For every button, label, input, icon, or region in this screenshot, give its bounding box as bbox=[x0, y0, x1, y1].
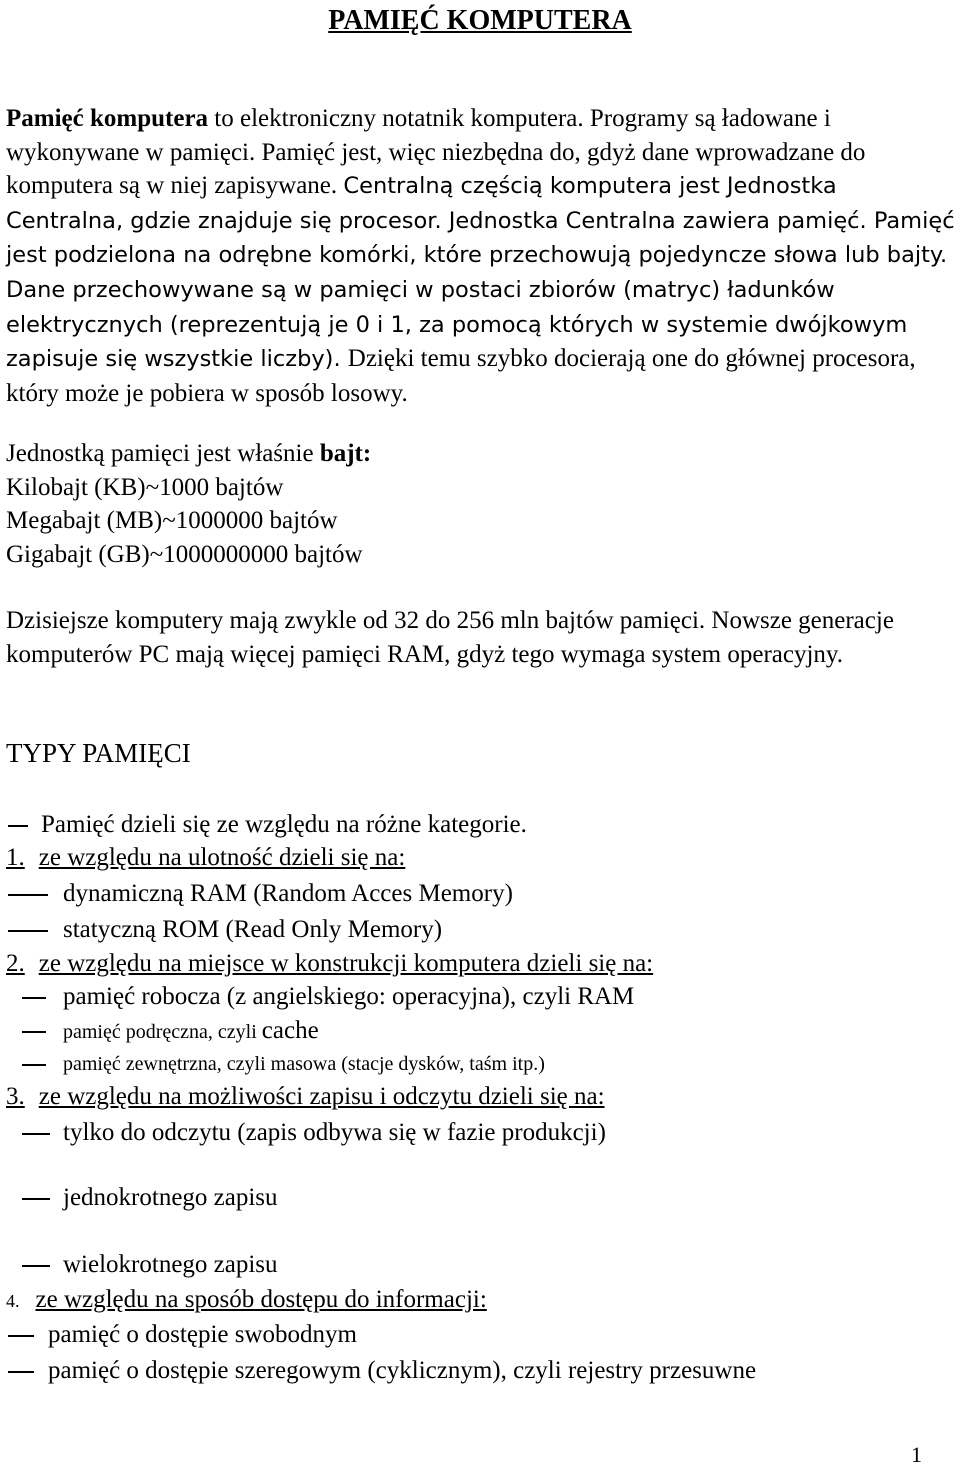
types-heading: TYPY PAMIĘCI bbox=[6, 738, 191, 768]
page-number: 1 bbox=[911, 1442, 922, 1467]
list-dash bbox=[22, 1198, 50, 1200]
list-dash bbox=[22, 1265, 50, 1267]
category-number: 2. bbox=[6, 950, 25, 977]
units-intro-text: Jednostką pamięci jest właśnie bbox=[6, 440, 320, 467]
category-2-item: pamięć zewnętrzna, czyli masowa (stacje dysków, taśm itp.) bbox=[63, 1053, 545, 1075]
category-4-item: pamięć o dostępie swobodnym bbox=[48, 1321, 357, 1348]
category-label: ze względu na ulotność dzieli się na: bbox=[38, 844, 406, 871]
category-2-item bbox=[63, 1014, 319, 1049]
units-intro bbox=[6, 437, 956, 471]
list-dash bbox=[22, 997, 46, 999]
units-block bbox=[6, 437, 956, 571]
category-3-heading bbox=[6, 1080, 605, 1114]
category-label: ze względu na miejsce w konstrukcji komputera dzieli się na: bbox=[38, 950, 654, 977]
category-number: 3. bbox=[6, 1083, 25, 1110]
list-dash bbox=[8, 1335, 34, 1337]
units-intro-bold: bajt: bbox=[319, 440, 372, 467]
category-1-item: statyczną ROM (Read Only Memory) bbox=[63, 916, 443, 943]
intro-serif-text: Dzięki temu szybko docierają one do głównej procesora, który może je pobiera w sposób losowy. bbox=[6, 345, 916, 407]
category-label: ze względu na sposób dostępu do informacji: bbox=[35, 1286, 487, 1313]
document-title: PAMIĘĆ KOMPUTERA bbox=[328, 5, 632, 36]
intro-sans-text: Centralną częścią komputera jest Jednostka Centralna, gdzie znajduje się procesor. Jednostka Centralna zawiera pamięć. Pamięć jest podzielona na odrębne komórki, które przechowują pojedyncze słowa lub bajty. Dane przechowywane są w pamięci w postaci zbiorów (matryc) ładunków elektrycznych (reprezentują je 0 i 1, za pomocą których w systemie dwójkowym zapisuje się wszystkie liczby). bbox=[6, 173, 955, 373]
category-label: ze względu na możliwości zapisu i odczytu dzieli się na: bbox=[38, 1083, 605, 1110]
category-3-item: tylko do odczytu (zapis odbywa się w fazie produkcji) bbox=[63, 1119, 606, 1146]
intro-paragraph bbox=[6, 102, 956, 410]
list-dash bbox=[22, 1031, 46, 1033]
list-dash bbox=[8, 825, 28, 827]
category-4-item: pamięć o dostępie szeregowym (cyklicznym), czyli rejestry przesuwne bbox=[48, 1357, 757, 1384]
category-2-item-tail: cache bbox=[261, 1017, 319, 1044]
category-1-heading bbox=[6, 841, 405, 875]
list-dash bbox=[8, 1371, 34, 1373]
today-paragraph: Dzisiejsze komputery mają zwykle od 32 do 256 mln bajtów pamięci. Nowsze generacje komputerów PC mają więcej pamięci RAM, gdyż tego wymaga system operacyjny. bbox=[6, 607, 894, 668]
category-1-item: dynamiczną RAM (Random Acces Memory) bbox=[63, 880, 513, 907]
category-4-heading bbox=[6, 1283, 487, 1318]
intro-lead-text: to elektroniczny notatnik komputera. Programy są ładowane i wykonywane w pamięci. Pamięć jest, więc niezbędna do, gdyż dane wprowadzane do komputera są w niej zapisywane. bbox=[6, 105, 866, 200]
unit-line: Gigabajt (GB)~1000000000 bajtów bbox=[6, 540, 363, 568]
types-intro: Pamięć dzieli się ze względu na różne kategorie. bbox=[41, 811, 527, 838]
unit-line: Kilobajt (KB)~1000 bajtów bbox=[6, 473, 284, 501]
category-2-item-text: pamięć podręczna, czyli bbox=[63, 1021, 262, 1043]
list-dash bbox=[8, 894, 48, 896]
category-2-heading bbox=[6, 947, 653, 981]
list-dash bbox=[8, 930, 48, 932]
category-2-item: pamięć robocza (z angielskiego: operacyjna), czyli RAM bbox=[63, 983, 635, 1010]
category-3-item: jednokrotnego zapisu bbox=[63, 1184, 278, 1211]
category-number: 1. bbox=[6, 844, 25, 871]
unit-line: Megabajt (MB)~1000000 bajtów bbox=[6, 507, 338, 535]
list-dash bbox=[22, 1133, 50, 1135]
list-dash bbox=[22, 1064, 46, 1066]
category-3-item: wielokrotnego zapisu bbox=[63, 1251, 278, 1278]
category-number: 4. bbox=[6, 1291, 20, 1311]
intro-lead-bold: Pamięć komputera bbox=[6, 105, 209, 132]
